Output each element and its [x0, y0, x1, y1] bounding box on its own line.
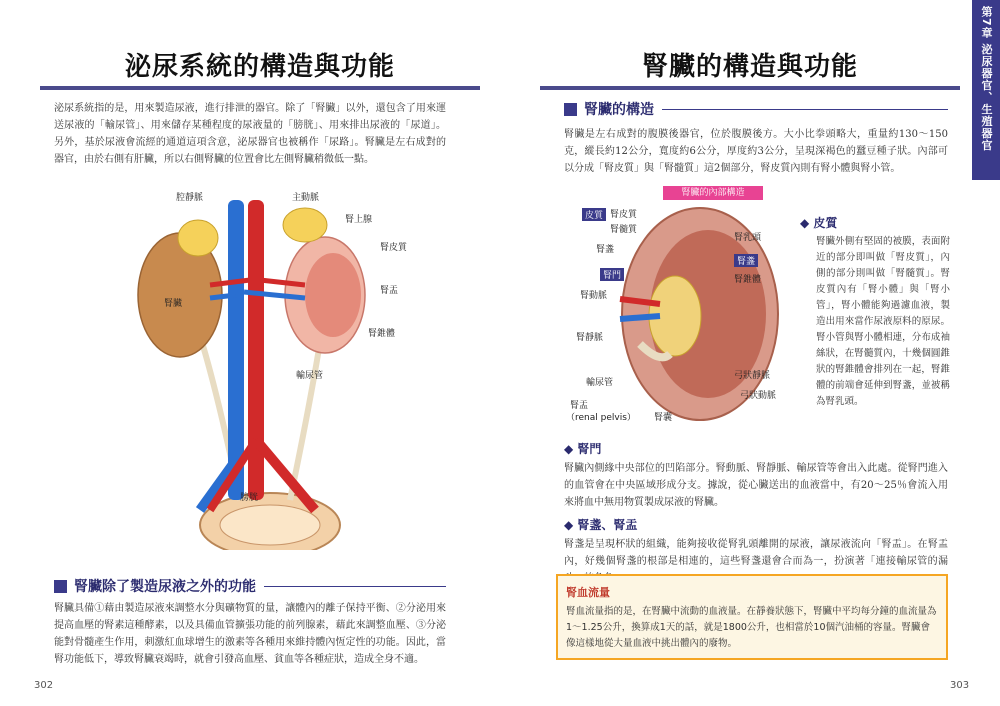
label-inner-cortex: 腎皮質 [610, 210, 638, 220]
left-page-number: 302 [34, 680, 54, 691]
diamond-icon: ◆ [564, 442, 574, 456]
right-page-number: 303 [950, 680, 970, 691]
heading-rule [264, 586, 446, 587]
label-bladder: 膀胱 [240, 493, 259, 503]
label-inner-pelvis: 腎盂 [570, 401, 589, 411]
right-section-title: 腎臟的構造 [584, 102, 654, 118]
label-aorta: 主動脈 [292, 193, 320, 203]
hilum-heading [564, 440, 601, 457]
cortex-heading-text: 皮質 [813, 216, 838, 230]
label-cortex-box: 皮質 [582, 208, 606, 221]
right-section-heading [564, 99, 948, 119]
label-inner-pelvis-en: （renal pelvis） [566, 413, 636, 423]
label-inner-arc-vein: 弓狀靜脈 [734, 371, 771, 381]
label-renal-cortex: 腎皮質 [380, 243, 408, 253]
label-ureter: 輸尿管 [296, 371, 324, 381]
urinary-system-illustration [120, 180, 420, 550]
hilum-paragraph: 腎臟內側緣中央部位的凹陷部分。腎動脈、腎靜脈、輸尿管等會出入此處。從腎門進入的血管會在中央區域形成分支。據說，從心臟送出的血液當中，有20～25％會流入用來將血中無用物質製成尿液的腎臟。 [564, 463, 948, 508]
left-page-title: 泌尿系統的構造與功能 [124, 52, 395, 82]
diamond-icon: ◆ [564, 518, 574, 532]
label-inner-ureter: 輸尿管 [586, 378, 614, 388]
label-calyx-box: 腎盞 [734, 254, 758, 267]
hilum-heading-text: 腎門 [577, 442, 602, 456]
cortex-paragraph: 腎臟外側有堅固的被膜，表面附近的部分即叫做「腎皮質」，內側的部分則叫做「腎髓質」。腎皮質內有「腎小體」與「腎小管」，腎小體能夠過濾血液，製造出用來當作尿液原料的原尿。腎小管與腎小體相連，分布成袖絲狀，在腎髓質內，十幾個圓錐狀的腎錐體會排列在一起，腎錐體的前端會延伸到腎盞，並被稱為腎乳頭。 [816, 236, 950, 407]
label-inner-vein: 腎靜脈 [576, 333, 604, 343]
section-marker-icon [564, 103, 577, 116]
label-kidney: 腎臟 [164, 299, 183, 309]
heading-rule [662, 109, 948, 110]
label-inner-medulla: 腎髓質 [610, 225, 638, 235]
note-title: 腎血流量 [566, 586, 610, 599]
calyx-heading-text: 腎盞、腎盂 [577, 518, 638, 532]
right-page-title: 腎臟的構造與功能 [641, 52, 858, 82]
left-title-rule [40, 86, 480, 90]
left-section-title: 腎臟除了製造尿液之外的功能 [74, 579, 256, 595]
label-inner-pyramid: 腎錐體 [734, 275, 762, 285]
label-renal-pelvis: 腎盂 [380, 286, 399, 296]
note-text: 腎血流量指的是，在腎臟中流動的血液量。在靜養狀態下，腎臟中平均每分鐘的血流量為1～1.25公升，換算成1天的話，就是1800公升，也相當於10個汽油桶的容量。腎臟會像這樣地從大量血液中挑出體內的廢物。 [566, 606, 937, 649]
calyx-heading [564, 516, 637, 533]
label-inner-papilla: 腎乳頭 [734, 233, 762, 243]
section-marker-icon [54, 580, 67, 593]
right-structure-paragraph: 腎臟是左右成對的腹膜後器官，位於腹膜後方。大小比拳頭略大，重量約130～150克，縱長約12公分，寬度約6公分，厚度約3公分，呈現深褐色的蠶豆種子狀。內部可以分成「腎皮質」與「腎髓質」這2個部分，腎皮質內則有腎小體與腎小管。 [564, 129, 948, 174]
calyx-paragraph: 腎盞是呈現杯狀的組織，能夠接收從腎乳頭離開的尿液，讓尿液流向「腎盂」。在腎盂內，好幾個腎盞的根部是相連的，這些腎盞還會合而為一，扮演著「連接輸尿管的漏 [564, 539, 948, 567]
label-renal-pyramid: 腎錐體 [368, 329, 396, 339]
label-vena-cava: 腔靜脈 [176, 193, 204, 203]
urinary-system-figure [120, 180, 420, 550]
inner-structure-title: 腎臟的內部構造 [663, 186, 763, 200]
label-inner-artery: 腎動脈 [580, 291, 608, 301]
left-intro-paragraph: 泌尿系統指的是，用來製造尿液，進行排泄的器官。除了「腎臟」以外，還包含了用來運送尿液的「輸尿管」、用來儲存某種程度的尿液量的「膀胱」、用來排出尿液的「尿道」。另外，基於尿液會流經的通道這項含意，泌尿器官也被稱作「尿路」。腎臟是左右成對的器官，由於右側有肝臟，所以右側腎臟的位置會比左側腎臟稍微低一點。 [54, 103, 446, 165]
chapter-side-tab: 第7章 泌尿器官、生殖器官 [972, 0, 1000, 180]
label-adrenal-gland: 腎上腺 [345, 215, 373, 225]
label-inner-calyx-small: 腎盞 [596, 245, 615, 255]
diamond-icon: ◆ [800, 216, 810, 230]
left-section-heading [54, 576, 446, 596]
left-section-paragraph: 腎臟具備①藉由製造尿液來調整水分與礦物質的量，讓體內的離子保持平衡、②分泌用來提高血壓的腎素這種酵素，以及具備血管擴張功能的前列腺素，藉此來調整血壓、③分泌能對骨髓產生作用，刺激紅血球增生的激素等各種用來維持體內恆定性的功能。因此，當腎功能低下，導致腎臟衰竭時，就會引發高血壓、貧血等各種症狀，造成全身不適。 [54, 603, 446, 665]
renal-blood-flow-note [556, 574, 948, 660]
right-title-rule [540, 86, 960, 90]
label-hilum-box: 腎門 [600, 268, 624, 281]
label-inner-arc-artery: 弓狀動脈 [740, 391, 777, 401]
label-inner-capsule: 腎囊 [654, 413, 673, 423]
cortex-heading [800, 214, 837, 231]
